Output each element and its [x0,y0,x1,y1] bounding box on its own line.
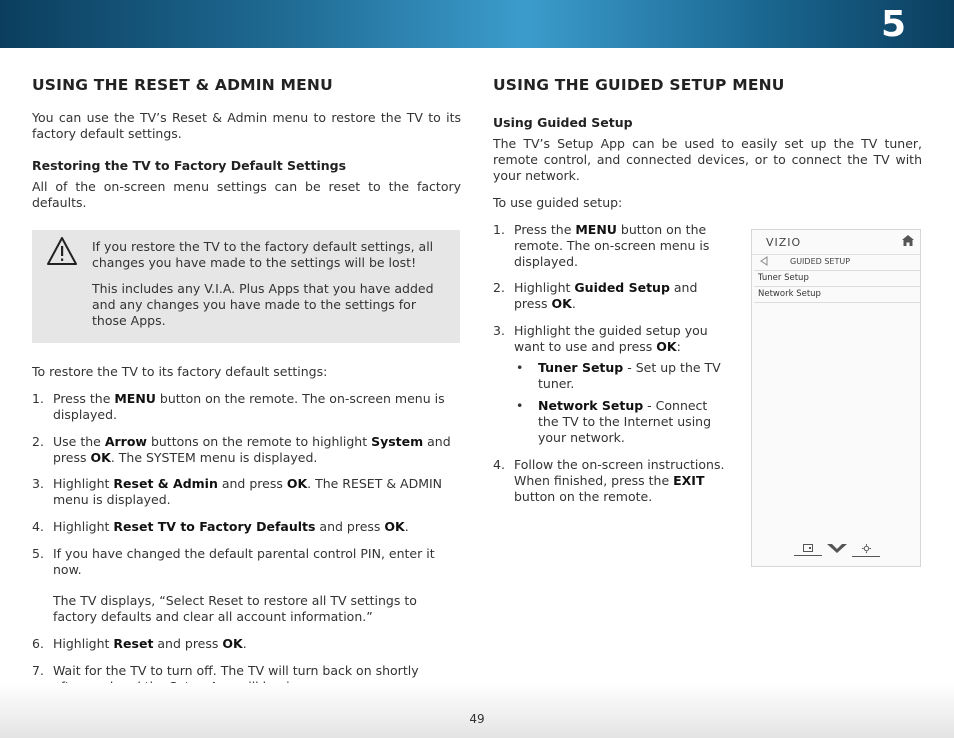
left-column [32,72,461,695]
list-item: • Tuner Setup - Set up the TV tuner. [516,360,721,391]
warning-triangle-icon [46,236,78,266]
list-item: 4. Highlight Reset TV to Factory Defaults and press OK. [32,519,409,534]
list-item: 2. Highlight Guided Setup and press OK. [493,280,698,311]
chapter-number: 5 [880,4,906,45]
left-heading: USING THE RESET & ADMIN MENU [32,76,333,94]
left-subheading: Restoring the TV to Factory Default Settings [32,158,347,173]
left-steps-intro: To restore the TV to its factory default settings: [32,364,328,379]
right-intro: The TV’s Setup App can be used to easily set up the TV tuner, remote control, and connected devices, or to connect the TV with your network. [493,136,922,183]
right-subheading: Using Guided Setup [493,115,633,130]
tv-menu-item-network-setup[interactable]: Network Setup [754,287,920,303]
list-item: 1. Press the MENU button on the remote. The on-screen menu is displayed. [32,391,445,422]
right-heading: USING THE GUIDED SETUP MENU [493,76,785,94]
vizio-v-icon[interactable] [826,544,848,556]
warning-text-1: If you restore the TV to the factory default settings, all changes you have made to the settings will be lost! [92,239,434,270]
footer-bar [0,683,954,738]
tv-menu-item-tuner-setup[interactable]: Tuner Setup [754,271,920,287]
list-item: 3. Highlight Reset & Admin and press OK. The RESET & ADMIN menu is displayed. [32,476,443,507]
vizio-logo: VIZIO [766,236,802,249]
list-item: 5. If you have changed the default parental control PIN, enter it now. The TV displays, “Select Reset to restore all TV settings to factory defaults and clear all account information.” [32,546,435,624]
list-item: 2. Use the Arrow buttons on the remote to highlight System and press OK. The SYSTEM menu is displayed. [32,434,451,465]
reset-steps-list [32,391,461,695]
input-icon[interactable] [794,544,822,556]
list-item: • Network Setup - Connect the TV to the Internet using your network. [516,398,712,445]
right-steps-intro: To use guided setup: [493,195,623,210]
page-number: 49 [469,712,485,726]
warning-box [32,230,460,343]
guided-steps-list [493,222,725,505]
left-subintro: All of the on-screen menu settings can be reset to the factory defaults. [32,179,461,210]
home-icon [902,235,914,249]
warning-text-2: This includes any V.I.A. Plus Apps that you have added and any changes you have made to the settings for those Apps. [92,281,434,328]
tv-menu-title-bar [754,255,920,271]
back-arrow-icon [760,256,768,269]
tv-menu-header [752,230,920,255]
guided-options-list [514,360,725,446]
header-bar [0,0,954,48]
tv-menu-bottom-icons [794,544,884,558]
list-item: 7. Wait for the TV to turn off. The TV will turn back on shortly [32,663,419,678]
settings-icon[interactable] [852,544,880,557]
list-item: 6. Highlight Reset and press OK. [32,636,247,651]
list-item: 4. Follow the on-screen instructions. When finished, press the EXIT button on the remote. [493,457,725,504]
left-intro: You can use the TV’s Reset & Admin menu to restore the TV to its factory default settings. [32,110,461,141]
list-item: 1. Press the MENU button on the remote. The on-screen menu is displayed. [493,222,710,269]
tv-menu-title: GUIDED SETUP [790,257,851,266]
list-item: 3. Highlight the guided setup you want to use and press OK: • Tuner Setup - Set up the TV tuner. • Network Setup - Connect the TV to the Internet using your network. [493,323,725,446]
tv-menu-screenshot [751,229,921,567]
